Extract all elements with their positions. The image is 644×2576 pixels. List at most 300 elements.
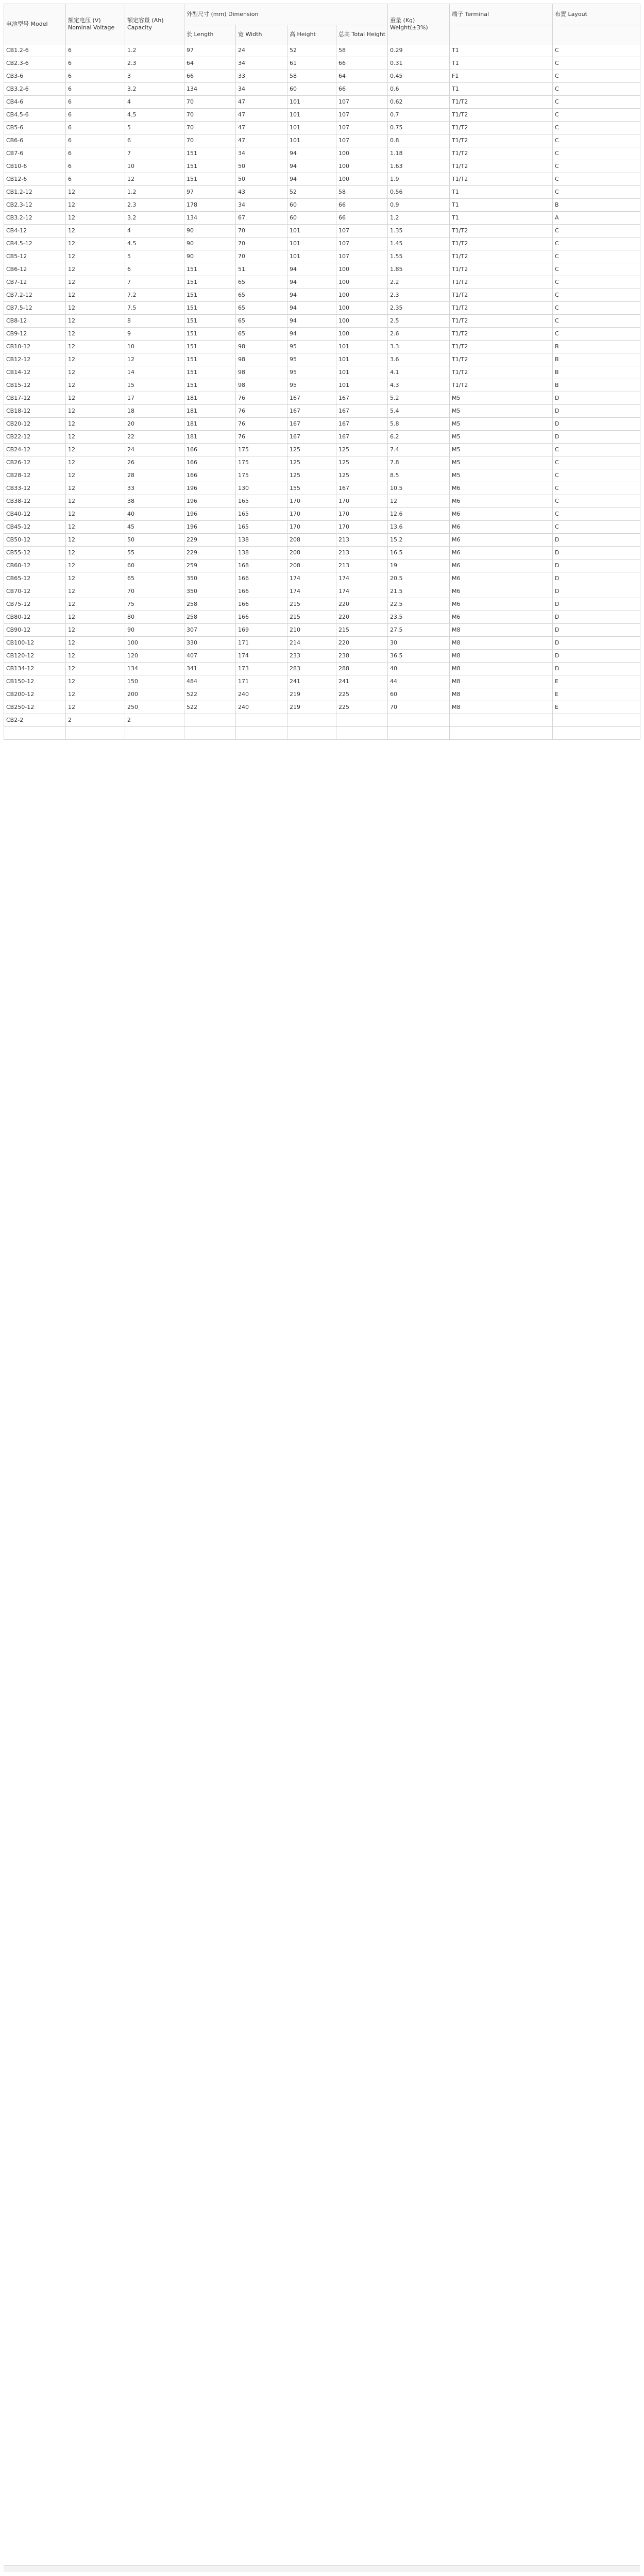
cell-voltage: 12	[66, 353, 125, 366]
table-row	[4, 199, 640, 212]
table-row	[4, 444, 640, 456]
cell-terminal: T1	[450, 57, 553, 70]
table-header	[4, 4, 640, 44]
cell-capacity: 250	[125, 701, 184, 714]
cell-capacity: 2.3	[125, 57, 184, 70]
table-row	[4, 650, 640, 663]
cell-weight: 0.7	[388, 109, 450, 122]
cell-voltage: 6	[66, 83, 125, 96]
cell-layout: D	[553, 624, 640, 637]
table-row	[4, 57, 640, 70]
cell-model: CB70-12	[4, 585, 66, 598]
cell-capacity: 38	[125, 495, 184, 508]
cell-total-height: 66	[336, 199, 388, 212]
cell-terminal: T1/T2	[450, 289, 553, 302]
cell-model: CB10-12	[4, 341, 66, 353]
cell-width: 165	[236, 508, 287, 521]
cell-weight: 12.6	[388, 508, 450, 521]
cell-weight: 44	[388, 675, 450, 688]
cell-voltage: 2	[66, 714, 125, 727]
cell-width: 240	[236, 688, 287, 701]
cell-terminal: T1	[450, 199, 553, 212]
cell-width: 76	[236, 405, 287, 418]
table-row	[4, 714, 640, 727]
cell-width: 24	[236, 44, 287, 57]
cell-layout: C	[553, 328, 640, 341]
table-row	[4, 83, 640, 96]
table-row	[4, 70, 640, 83]
cell-height	[287, 727, 336, 740]
cell-model	[4, 727, 66, 740]
cell-total-height: 167	[336, 392, 388, 405]
table-row	[4, 186, 640, 199]
cell-voltage: 12	[66, 469, 125, 482]
header-length: 长 Length	[184, 25, 236, 44]
cell-model: CB1.2-6	[4, 44, 66, 57]
cell-voltage: 6	[66, 147, 125, 160]
cell-height: 125	[287, 469, 336, 482]
cell-weight: 0.56	[388, 186, 450, 199]
cell-voltage: 12	[66, 302, 125, 315]
cell-width: 47	[236, 109, 287, 122]
cell-length: 166	[184, 469, 236, 482]
cell-capacity: 200	[125, 688, 184, 701]
cell-layout: C	[553, 44, 640, 57]
cell-weight: 20.5	[388, 572, 450, 585]
cell-width: 175	[236, 469, 287, 482]
cell-model: CB80-12	[4, 611, 66, 624]
cell-layout: B	[553, 353, 640, 366]
table-row	[4, 495, 640, 508]
table-row	[4, 134, 640, 147]
cell-model: CB3.2-6	[4, 83, 66, 96]
cell-capacity: 2	[125, 714, 184, 727]
cell-height: 94	[287, 276, 336, 289]
cell-weight: 2.2	[388, 276, 450, 289]
table-body	[4, 44, 640, 740]
cell-model: CB12-12	[4, 353, 66, 366]
table-row	[4, 147, 640, 160]
cell-voltage: 12	[66, 482, 125, 495]
cell-layout: C	[553, 495, 640, 508]
cell-total-height: 66	[336, 212, 388, 225]
cell-width: 33	[236, 70, 287, 83]
cell-voltage: 12	[66, 418, 125, 431]
cell-voltage: 12	[66, 263, 125, 276]
cell-model: CB7.5-12	[4, 302, 66, 315]
cell-model: CB18-12	[4, 405, 66, 418]
cell-model: CB4.5-12	[4, 238, 66, 250]
cell-total-height: 100	[336, 173, 388, 186]
cell-weight: 8.5	[388, 469, 450, 482]
cell-weight: 5.8	[388, 418, 450, 431]
cell-length: 134	[184, 83, 236, 96]
cell-length: 90	[184, 238, 236, 250]
cell-width: 65	[236, 289, 287, 302]
table-row	[4, 392, 640, 405]
cell-terminal: T1/T2	[450, 147, 553, 160]
cell-length	[184, 714, 236, 727]
cell-model: CB7-12	[4, 276, 66, 289]
cell-length: 258	[184, 611, 236, 624]
cell-weight: 0.8	[388, 134, 450, 147]
cell-voltage: 12	[66, 688, 125, 701]
cell-total-height: 170	[336, 521, 388, 534]
cell-capacity: 10	[125, 341, 184, 353]
cell-total-height: 213	[336, 560, 388, 572]
cell-capacity: 7	[125, 276, 184, 289]
cell-width: 173	[236, 663, 287, 675]
cell-total-height: 167	[336, 431, 388, 444]
cell-capacity: 4	[125, 96, 184, 109]
cell-voltage	[66, 727, 125, 740]
cell-capacity: 3.2	[125, 83, 184, 96]
cell-terminal: M6	[450, 598, 553, 611]
cell-width: 174	[236, 650, 287, 663]
cell-layout: B	[553, 379, 640, 392]
cell-total-height: 107	[336, 250, 388, 263]
cell-terminal: T1/T2	[450, 250, 553, 263]
table-row	[4, 456, 640, 469]
cell-terminal: M5	[450, 405, 553, 418]
cell-length: 151	[184, 315, 236, 328]
cell-model: CB3-6	[4, 70, 66, 83]
cell-voltage: 12	[66, 405, 125, 418]
cell-width	[236, 714, 287, 727]
cell-capacity: 20	[125, 418, 184, 431]
cell-height: 170	[287, 495, 336, 508]
cell-length: 151	[184, 276, 236, 289]
cell-terminal: T1/T2	[450, 263, 553, 276]
cell-height: 101	[287, 250, 336, 263]
cell-model: CB2.3-12	[4, 199, 66, 212]
cell-voltage: 12	[66, 392, 125, 405]
table-row	[4, 353, 640, 366]
cell-length: 181	[184, 418, 236, 431]
cell-model: CB4-6	[4, 96, 66, 109]
cell-length: 407	[184, 650, 236, 663]
cell-weight: 3.6	[388, 353, 450, 366]
cell-layout: C	[553, 83, 640, 96]
cell-voltage: 12	[66, 328, 125, 341]
cell-terminal: M8	[450, 688, 553, 701]
cell-length: 70	[184, 109, 236, 122]
header-terminal: 端子 Terminal	[450, 4, 553, 25]
cell-layout: E	[553, 701, 640, 714]
table-row	[4, 122, 640, 134]
cell-total-height: 100	[336, 302, 388, 315]
cell-weight: 1.63	[388, 160, 450, 173]
cell-terminal: T1/T2	[450, 96, 553, 109]
cell-capacity: 33	[125, 482, 184, 495]
cell-length: 151	[184, 147, 236, 160]
cell-length: 70	[184, 96, 236, 109]
cell-weight: 0.45	[388, 70, 450, 83]
table-row	[4, 225, 640, 238]
cell-height: 208	[287, 560, 336, 572]
cell-length: 151	[184, 379, 236, 392]
cell-height: 60	[287, 199, 336, 212]
cell-capacity: 3	[125, 70, 184, 83]
cell-width: 50	[236, 173, 287, 186]
table-row	[4, 508, 640, 521]
cell-weight: 2.35	[388, 302, 450, 315]
cell-length: 196	[184, 521, 236, 534]
cell-height: 215	[287, 611, 336, 624]
cell-total-height: 241	[336, 675, 388, 688]
table-row	[4, 109, 640, 122]
cell-height: 60	[287, 212, 336, 225]
cell-weight: 1.18	[388, 147, 450, 160]
cell-model: CB15-12	[4, 379, 66, 392]
cell-total-height: 220	[336, 598, 388, 611]
cell-capacity: 134	[125, 663, 184, 675]
cell-terminal: M6	[450, 560, 553, 572]
cell-weight: 15.2	[388, 534, 450, 547]
cell-voltage: 12	[66, 521, 125, 534]
cell-weight: 6.2	[388, 431, 450, 444]
cell-voltage: 12	[66, 199, 125, 212]
cell-width: 76	[236, 392, 287, 405]
table-row	[4, 263, 640, 276]
cell-total-height	[336, 727, 388, 740]
cell-voltage: 12	[66, 431, 125, 444]
cell-total-height: 58	[336, 186, 388, 199]
table-row	[4, 366, 640, 379]
cell-terminal: T1/T2	[450, 160, 553, 173]
cell-terminal: T1	[450, 44, 553, 57]
cell-weight: 0.31	[388, 57, 450, 70]
cell-width: 166	[236, 611, 287, 624]
cell-layout: C	[553, 250, 640, 263]
cell-terminal: M5	[450, 444, 553, 456]
cell-layout: C	[553, 147, 640, 160]
cell-model: CB50-12	[4, 534, 66, 547]
cell-length: 181	[184, 431, 236, 444]
cell-capacity: 12	[125, 173, 184, 186]
cell-capacity: 17	[125, 392, 184, 405]
cell-layout: C	[553, 444, 640, 456]
cell-weight: 60	[388, 688, 450, 701]
cell-terminal	[450, 714, 553, 727]
cell-capacity: 7.2	[125, 289, 184, 302]
cell-weight: 0.6	[388, 83, 450, 96]
cell-weight: 3.3	[388, 341, 450, 353]
cell-voltage: 12	[66, 650, 125, 663]
cell-capacity: 6	[125, 263, 184, 276]
cell-voltage: 12	[66, 366, 125, 379]
cell-total-height: 100	[336, 289, 388, 302]
cell-voltage: 12	[66, 186, 125, 199]
cell-length: 350	[184, 572, 236, 585]
cell-width: 165	[236, 521, 287, 534]
table-row	[4, 611, 640, 624]
header-voltage: 额定电压 (V) Nominal Voltage	[66, 4, 125, 44]
cell-length: 151	[184, 353, 236, 366]
cell-voltage: 12	[66, 624, 125, 637]
cell-voltage: 12	[66, 508, 125, 521]
cell-capacity: 50	[125, 534, 184, 547]
cell-layout: C	[553, 122, 640, 134]
cell-height: 95	[287, 341, 336, 353]
table-row	[4, 534, 640, 547]
cell-layout: C	[553, 173, 640, 186]
cell-total-height: 64	[336, 70, 388, 83]
table-row	[4, 341, 640, 353]
cell-total-height: 213	[336, 547, 388, 560]
table-row	[4, 431, 640, 444]
cell-height: 94	[287, 173, 336, 186]
cell-total-height: 225	[336, 701, 388, 714]
cell-width: 47	[236, 96, 287, 109]
cell-weight: 70	[388, 701, 450, 714]
cell-height: 167	[287, 431, 336, 444]
cell-terminal: M6	[450, 508, 553, 521]
cell-voltage: 12	[66, 495, 125, 508]
cell-layout: C	[553, 70, 640, 83]
cell-layout: D	[553, 585, 640, 598]
table-row	[4, 624, 640, 637]
table-row	[4, 315, 640, 328]
cell-length: 151	[184, 341, 236, 353]
cell-layout	[553, 714, 640, 727]
cell-width: 138	[236, 547, 287, 560]
cell-total-height: 100	[336, 160, 388, 173]
cell-layout: B	[553, 341, 640, 353]
cell-model: CB7-6	[4, 147, 66, 160]
cell-length: 66	[184, 70, 236, 83]
cell-height: 233	[287, 650, 336, 663]
cell-capacity: 28	[125, 469, 184, 482]
cell-total-height: 107	[336, 96, 388, 109]
cell-height: 101	[287, 225, 336, 238]
header-height: 高 Height	[287, 25, 336, 44]
cell-layout: C	[553, 160, 640, 173]
cell-terminal: M6	[450, 482, 553, 495]
cell-width: 165	[236, 495, 287, 508]
cell-total-height: 66	[336, 57, 388, 70]
cell-capacity: 120	[125, 650, 184, 663]
cell-length: 522	[184, 688, 236, 701]
cell-terminal: T1/T2	[450, 134, 553, 147]
cell-model: CB8-12	[4, 315, 66, 328]
cell-height: 61	[287, 57, 336, 70]
cell-weight: 2.5	[388, 315, 450, 328]
cell-height: 52	[287, 44, 336, 57]
cell-model: CB26-12	[4, 456, 66, 469]
cell-width: 98	[236, 366, 287, 379]
cell-total-height: 220	[336, 637, 388, 650]
cell-model: CB1.2-12	[4, 186, 66, 199]
cell-width: 175	[236, 456, 287, 469]
cell-terminal: T1/T2	[450, 315, 553, 328]
cell-weight: 2.3	[388, 289, 450, 302]
cell-layout: D	[553, 572, 640, 585]
cell-width: 51	[236, 263, 287, 276]
header-terminal-sub	[450, 25, 553, 44]
cell-capacity: 14	[125, 366, 184, 379]
cell-model: CB33-12	[4, 482, 66, 495]
cell-width: 168	[236, 560, 287, 572]
cell-capacity: 45	[125, 521, 184, 534]
cell-width: 98	[236, 379, 287, 392]
cell-layout: D	[553, 637, 640, 650]
cell-layout: E	[553, 688, 640, 701]
cell-terminal: T1/T2	[450, 276, 553, 289]
cell-weight: 4.3	[388, 379, 450, 392]
cell-length: 196	[184, 508, 236, 521]
cell-terminal: T1/T2	[450, 238, 553, 250]
cell-voltage: 12	[66, 276, 125, 289]
cell-model: CB14-12	[4, 366, 66, 379]
cell-width: 70	[236, 250, 287, 263]
table-row	[4, 688, 640, 701]
cell-width: 70	[236, 225, 287, 238]
table-row	[4, 44, 640, 57]
cell-voltage: 6	[66, 44, 125, 57]
cell-weight: 0.29	[388, 44, 450, 57]
cell-terminal: F1	[450, 70, 553, 83]
table-row	[4, 482, 640, 495]
cell-terminal: T1	[450, 83, 553, 96]
cell-model: CB6-12	[4, 263, 66, 276]
cell-layout: D	[553, 560, 640, 572]
cell-model: CB24-12	[4, 444, 66, 456]
cell-layout: C	[553, 315, 640, 328]
cell-capacity: 7.5	[125, 302, 184, 315]
cell-width: 76	[236, 431, 287, 444]
table-row	[4, 418, 640, 431]
cell-terminal: T1/T2	[450, 225, 553, 238]
cell-width: 169	[236, 624, 287, 637]
cell-height: 95	[287, 353, 336, 366]
cell-height: 52	[287, 186, 336, 199]
cell-weight: 40	[388, 663, 450, 675]
cell-height: 174	[287, 585, 336, 598]
cell-height: 95	[287, 366, 336, 379]
cell-length: 258	[184, 598, 236, 611]
cell-height: 167	[287, 392, 336, 405]
cell-model: CB22-12	[4, 431, 66, 444]
cell-capacity: 6	[125, 134, 184, 147]
cell-model: CB2.3-6	[4, 57, 66, 70]
cell-height: 174	[287, 572, 336, 585]
cell-width: 175	[236, 444, 287, 456]
cell-voltage: 12	[66, 341, 125, 353]
cell-layout: D	[553, 547, 640, 560]
cell-model: CB5-12	[4, 250, 66, 263]
cell-voltage: 12	[66, 212, 125, 225]
cell-layout: D	[553, 418, 640, 431]
cell-total-height: 215	[336, 624, 388, 637]
cell-layout: B	[553, 199, 640, 212]
table-row	[4, 727, 640, 740]
cell-total-height: 101	[336, 366, 388, 379]
cell-model: CB120-12	[4, 650, 66, 663]
cell-model: CB4.5-6	[4, 109, 66, 122]
header-weight: 重量 (Kg) Weight(±3%)	[388, 4, 450, 44]
cell-height: 219	[287, 701, 336, 714]
table-row	[4, 328, 640, 341]
cell-total-height: 107	[336, 122, 388, 134]
table-row	[4, 521, 640, 534]
cell-terminal: T1/T2	[450, 302, 553, 315]
cell-length: 97	[184, 186, 236, 199]
header-width: 宽 Width	[236, 25, 287, 44]
cell-capacity: 1.2	[125, 44, 184, 57]
cell-width: 65	[236, 276, 287, 289]
cell-capacity: 9	[125, 328, 184, 341]
